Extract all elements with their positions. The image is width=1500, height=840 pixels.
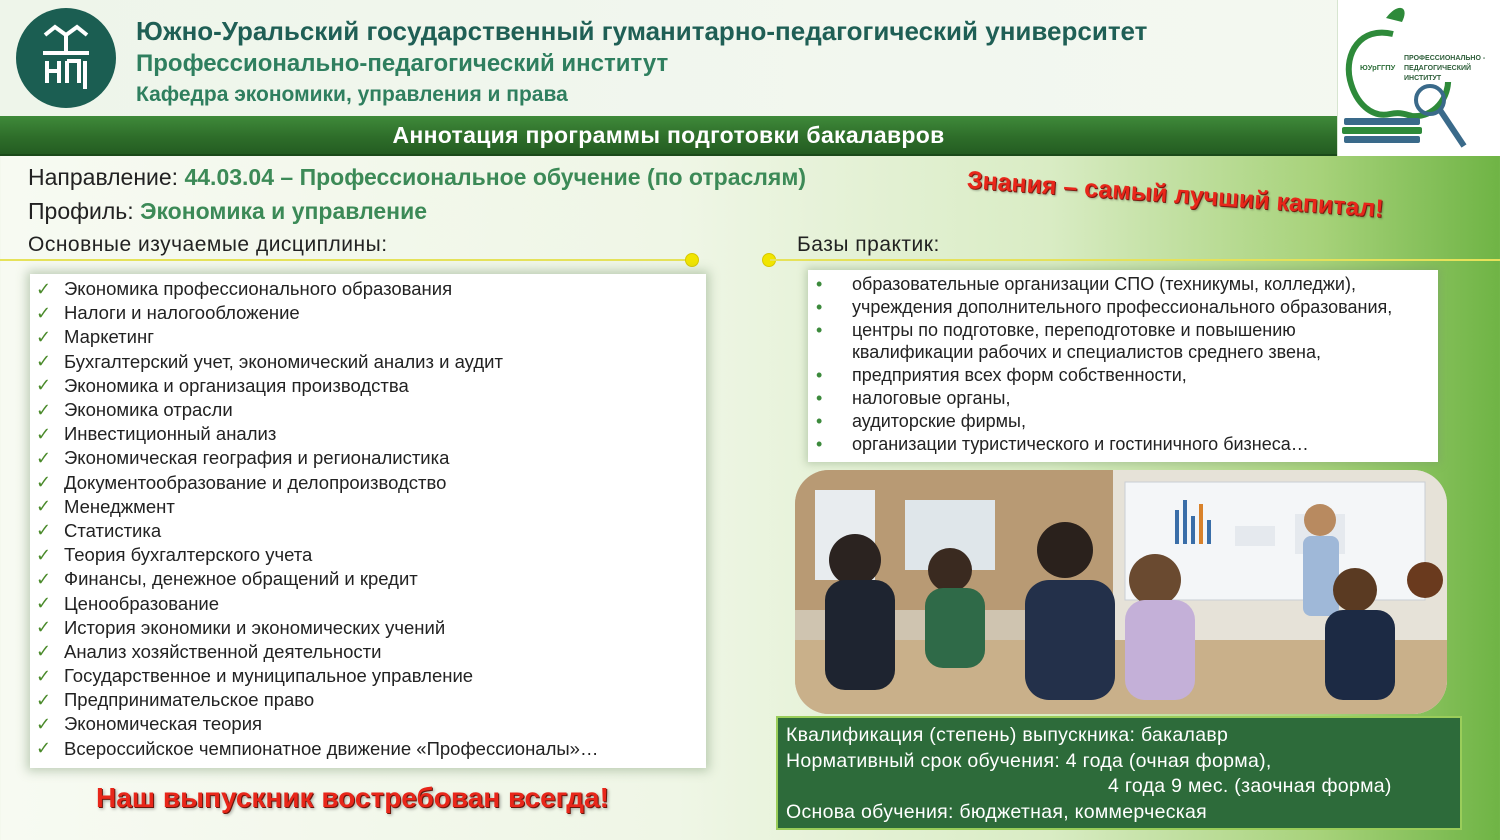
list-item: ✓ Инвестиционный анализ (36, 423, 277, 445)
svg-text:ПРОФЕССИОНАЛЬНО -: ПРОФЕССИОНАЛЬНО - (1404, 55, 1486, 62)
checkmark-icon: ✓ (36, 544, 52, 565)
profile-label: Профиль: (28, 198, 141, 224)
banner: Аннотация программы подготовки бакалавров (0, 116, 1337, 156)
bullet-icon: • (816, 296, 823, 317)
list-item: ✓ Маркетинг (36, 326, 154, 348)
direction (28, 164, 806, 191)
list-item: ✓ Экономика профессионального образования (36, 278, 453, 300)
list-item: ✓ Налоги и налогообложение (36, 302, 300, 324)
list-item: • налоговые органы, (816, 387, 1011, 408)
checkmark-icon: ✓ (36, 593, 52, 614)
checkmark-icon: ✓ (36, 713, 52, 734)
institute-title: Профессионально-педагогический институт (136, 50, 669, 77)
list-item: ✓ Статистика (36, 519, 162, 541)
practice-list (808, 270, 1438, 462)
list-item: ✓ История экономики и экономических учений (36, 616, 446, 638)
checkmark-icon: ✓ (36, 423, 52, 444)
bullet-icon: • (816, 410, 823, 431)
qualification-funding: Основа обучения: бюджетная, коммерческая (786, 800, 1208, 823)
list-item: ✓ Экономика и организация производства (36, 374, 409, 396)
institute-logo (1337, 0, 1500, 156)
list-item: ✓ Менеджмент (36, 495, 175, 517)
list-item: ✓ Ценообразование (36, 592, 220, 614)
svg-text:ПЕДАГОГИЧЕСКИЙ: ПЕДАГОГИЧЕСКИЙ (1404, 65, 1472, 72)
list-item: • центры по подготовке, переподготовке и повышению квалификации рабочих и специалистов среднего звена, (816, 319, 1321, 363)
checkmark-icon: ✓ (36, 520, 52, 541)
university-title: Южно-Уральский государственный гуманитарно-педагогический университет (136, 16, 1148, 46)
checkmark-icon: ✓ (36, 496, 52, 517)
checkmark-icon: ✓ (36, 641, 52, 662)
bullet-icon: • (816, 365, 823, 386)
list-item: ✓ Анализ хозяйственной деятельности (36, 640, 382, 662)
classroom-photo (795, 470, 1447, 714)
list-item: ✓ Предпринимательское право (36, 689, 315, 711)
list-item: ✓ Государственное и муниципальное управление (36, 665, 474, 687)
checkmark-icon: ✓ (36, 326, 52, 347)
qualification-degree: Квалификация (степень) выпускника: бакалавр (786, 724, 1229, 746)
list-item: ✓ Экономика отрасли (36, 399, 233, 421)
svg-text:ИНСТИТУТ: ИНСТИТУТ (1404, 75, 1442, 82)
list-item: ✓ Теория бухгалтерского учета (36, 544, 313, 566)
bullet-icon: • (816, 433, 823, 454)
checkmark-icon: ✓ (36, 278, 52, 299)
qualification-box (776, 716, 1462, 830)
bullet-icon: • (816, 319, 823, 340)
list-item: • аудиторские фирмы, (816, 410, 1026, 431)
bullet-icon: • (816, 387, 823, 408)
profile (28, 198, 427, 225)
list-item: ✓ Экономическая теория (36, 713, 263, 735)
profile-value: Экономика и управление (140, 198, 427, 224)
checkmark-icon: ✓ (36, 302, 52, 323)
university-emblem-icon (31, 23, 101, 93)
checkmark-icon: ✓ (36, 568, 52, 589)
checkmark-icon: ✓ (36, 617, 52, 638)
apple-book-magnifier-logo (1338, 0, 1500, 156)
checkmark-icon: ✓ (36, 689, 52, 710)
list-item: ✓ Документообразование и делопроизводство (36, 471, 447, 493)
list-item: • организации туристического и гостиничного бизнеса… (816, 433, 1309, 454)
list-item: ✓ Бухгалтерский учет, экономический анализ и аудит (36, 350, 503, 372)
checkmark-icon: ✓ (36, 375, 52, 396)
practice-title: Базы практик: (797, 233, 940, 256)
list-item: ✓ Финансы, денежное обращений и кредит (36, 568, 418, 590)
qualification-term-fulltime: Нормативный срок обучения: 4 года (очная форма), (786, 749, 1272, 772)
qualification-term-parttime: 4 года 9 мес. (заочная форма) (1108, 775, 1392, 797)
direction-value: 44.03.04 – Профессиональное обучение (по отраслям) (184, 164, 807, 190)
classroom-illustration (795, 470, 1447, 714)
slogan: Наш выпускник востребован всегда! (96, 782, 609, 813)
checkmark-icon: ✓ (36, 351, 52, 372)
list-item: • образовательные организации СПО (техникумы, колледжи), (816, 274, 1356, 294)
header (0, 0, 1500, 118)
divider-right (770, 259, 1500, 261)
university-logo (16, 8, 116, 108)
logo-abbr: ЮУрГГПУ (1360, 63, 1396, 72)
checkmark-icon: ✓ (36, 665, 52, 686)
direction-label: Направление: (28, 164, 185, 190)
list-item: • учреждения дополнительного профессионального образования, (816, 296, 1393, 317)
disciplines-title: Основные изучаемые дисциплины: (28, 233, 388, 256)
list-item: • предприятия всех форм собственности, (816, 365, 1187, 386)
checkmark-icon: ✓ (36, 738, 52, 759)
disciplines-list (30, 274, 706, 768)
checkmark-icon: ✓ (36, 399, 52, 420)
bullet-icon: • (816, 274, 823, 294)
department-title: Кафедра экономики, управления и права (136, 83, 568, 106)
checkmark-icon: ✓ (36, 447, 52, 468)
checkmark-icon: ✓ (36, 472, 52, 493)
divider-left (0, 259, 692, 261)
divider-dot-left (685, 253, 699, 267)
list-item: ✓ Экономическая география и регионалистика (36, 447, 450, 469)
motto: Знания – самый лучший капитал! (966, 166, 1385, 224)
list-item: ✓ Всероссийское чемпионатное движение «Профессионалы»… (36, 737, 599, 759)
